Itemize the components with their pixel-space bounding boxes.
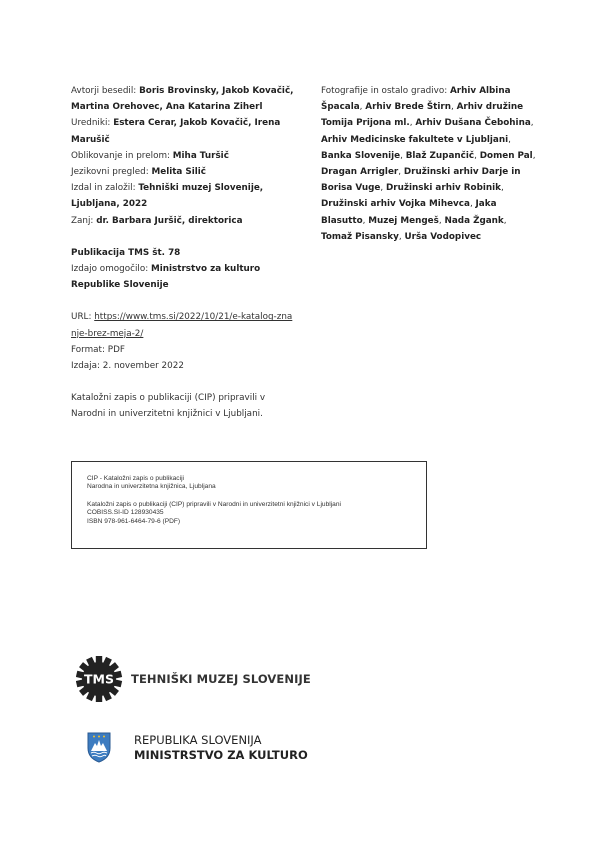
photo-credit-name: Tomaž Pisansky — [321, 231, 399, 242]
photos-label: Fotografije in ostalo gradivo: — [321, 86, 450, 96]
publication-title: Publikacija TMS št. 78 — [71, 247, 181, 258]
photo-credit-name: Arhiv Dušana Čebohina — [415, 118, 531, 129]
photo-credit-name: Urša Vodopivec — [404, 231, 482, 242]
photo-credit-name: Družinski arhiv Darje in Borisa Vuge — [321, 167, 521, 194]
credit-proofreading: Jezikovni pregled: Melita Silič — [71, 167, 207, 178]
credit-editors: Uredniki: Estera Cerar, Jakob Kovačič, Irena Marušič — [71, 118, 281, 145]
photo-credit-name: Domen Pal — [479, 150, 533, 161]
cip-line-2: Narodna in univerzitetna knjižnica, Ljubljana — [87, 483, 216, 491]
photo-credit-name: Družinski arhiv Robinik — [385, 183, 502, 194]
credit-authors: Avtorji besedil: Boris Brovinsky, Jakob Kovačič, Martina Orehovec, Ana Katarina Ziherl — [71, 86, 294, 113]
photos-credits: Arhiv Albina Špacala, Arhiv Brede Štirn, Arhiv družine Tomija Prijona ml., Arhiv Dušana Čebohina, Arhiv Medicinske fakultete v Ljubljani, Banka Slovenije, Blaž Zupančič, Domen Pal, Dragan Arrigler, Družinski arhiv Darje in Borisa Vuge, Družinski arhiv Robinik, Družinski arhiv Vojka Mihevca, Jaka Blasutto, Muzej Mengeš, Nada Žgank, Tomaž Pisansky, Urša Vodopivec — [321, 86, 536, 242]
tms-logo-mark: TMS — [84, 671, 114, 687]
credit-design: Oblikovanje in prelom: Miha Turšič — [71, 150, 229, 161]
edition-line: Izdaja: 2. november 2022 — [71, 361, 184, 372]
credits-column-left — [71, 83, 296, 423]
credit-publisher: Izdal in založil: Tehniški muzej Slovenije, Ljubljana, 2022 — [71, 183, 264, 210]
cip-isbn: ISBN 978-961-6464-79-6 (PDF) — [87, 517, 181, 525]
photo-credit-name: Dragan Arrigler — [321, 167, 399, 178]
cip-record-box — [71, 461, 427, 549]
photo-credit-name: Nada Žgank — [444, 215, 504, 226]
photo-credit-name: Jaka Blasutto — [321, 199, 497, 226]
credit-director: Zanj: dr. Barbara Juršič, direktorica — [71, 215, 243, 226]
cip-cobiss: COBISS.SI-ID 128930435 — [87, 509, 164, 517]
photo-credit-name: Arhiv družine Tomija Prijona ml. — [321, 102, 524, 129]
photo-credit-name: Banka Slovenije — [321, 150, 401, 161]
tms-logo-name: TEHNIŠKI MUZEJ SLOVENIJE — [131, 672, 311, 686]
ministry-line-1: REPUBLIKA SLOVENIJA — [134, 733, 262, 747]
photo-credit-name: Arhiv Medicinske fakultete v Ljubljani — [321, 134, 509, 145]
credits-column-right — [321, 83, 536, 245]
photo-credit-name: Arhiv Brede Štirn — [365, 102, 451, 113]
cip-line-1: CIP - Kataložni zapis o publikaciji — [87, 475, 185, 482]
cip-note: Kataložni zapis o publikaciji (CIP) pripravili v Narodni in univerzitetni knjižnici v Ljubljani. — [71, 393, 266, 420]
publication-url-link[interactable]: https://www.tms.si/2022/10/21/e-katalog-znanje-brez-meja-2/ — [71, 312, 293, 339]
publication-support: Izdajo omogočilo: Ministrstvo za kulturo Republike Slovenije — [71, 264, 261, 291]
url-line: URL: https://www.tms.si/2022/10/21/e-katalog-znanje-brez-meja-2/ — [71, 312, 293, 339]
cip-line-3: Kataložni zapis o publikaciji (CIP) pripravili v Narodni in univerzitetni knjižnici v Ljubljani — [87, 500, 341, 508]
ministry-line-2: MINISTRSTVO ZA KULTURO — [134, 748, 308, 762]
photo-credit-name: Arhiv Albina Špacala — [321, 86, 511, 113]
photo-credit-name: Muzej Mengeš — [368, 215, 439, 226]
format-line: Format: PDF — [71, 344, 125, 355]
slovenia-coat-of-arms-icon — [86, 731, 112, 763]
photo-credit-name: Blaž Zupančič — [405, 150, 475, 161]
photo-credit-name: Družinski arhiv Vojka Mihevca — [321, 199, 470, 210]
